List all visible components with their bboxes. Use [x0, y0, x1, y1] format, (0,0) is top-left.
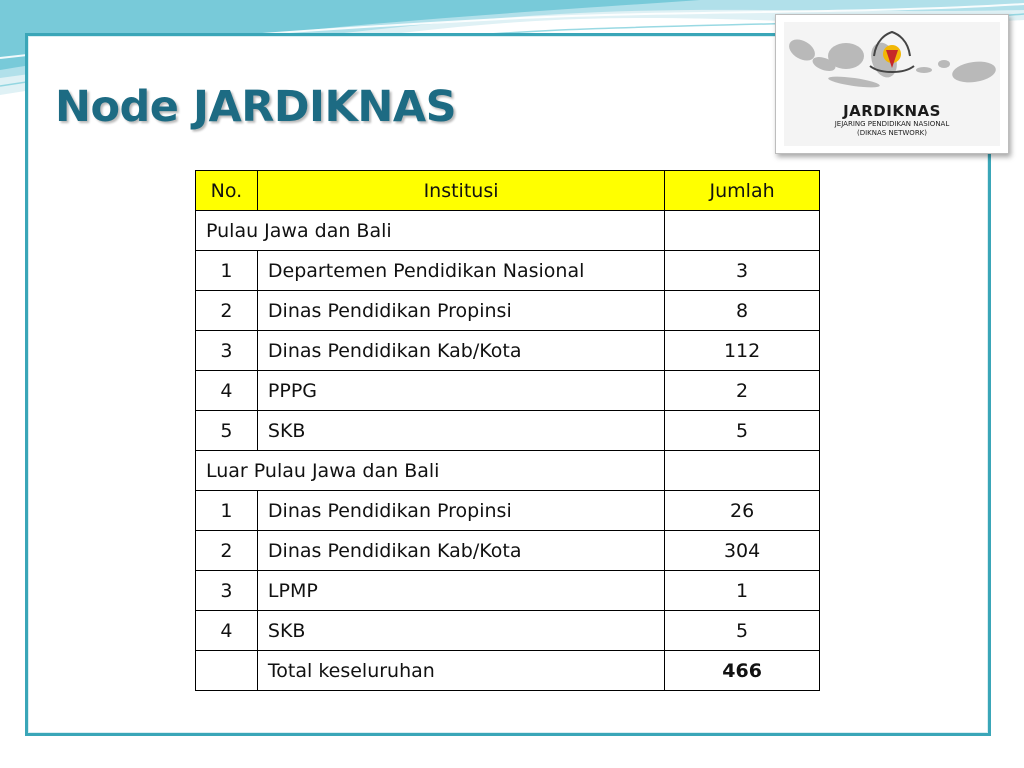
jardiknas-logo: [775, 14, 1009, 154]
table-row: [196, 611, 820, 651]
table-row: [196, 251, 820, 291]
cell-jumlah: 112: [665, 331, 820, 371]
cell-jumlah: 304: [665, 531, 820, 571]
cell-institusi: Departemen Pendidikan Nasional: [257, 251, 664, 291]
cell-no: 2: [196, 531, 258, 571]
table-header-row: [196, 171, 820, 211]
table-row: [196, 291, 820, 331]
logo-name: JARDIKNAS: [843, 102, 941, 120]
cell-jumlah: 1: [665, 571, 820, 611]
section-row: [196, 211, 820, 251]
logo-subtitle-line2: (DIKNAS NETWORK): [856, 129, 928, 137]
total-value: 466: [665, 651, 820, 691]
section-jumlah-empty: [665, 451, 820, 491]
section-jumlah-empty: [665, 211, 820, 251]
cell-institusi: Dinas Pendidikan Propinsi: [257, 491, 664, 531]
slide-title: Node JARDIKNAS: [55, 82, 457, 132]
total-no-empty: [196, 651, 258, 691]
cell-institusi: Dinas Pendidikan Propinsi: [257, 291, 664, 331]
institution-table: [195, 170, 820, 691]
cell-jumlah: 8: [665, 291, 820, 331]
cell-institusi: PPPG: [257, 371, 664, 411]
header-no: No.: [196, 171, 258, 211]
table-row: [196, 331, 820, 371]
section-label: Pulau Jawa dan Bali: [196, 211, 665, 251]
cell-jumlah: 5: [665, 611, 820, 651]
cell-no: 2: [196, 291, 258, 331]
table-row: [196, 531, 820, 571]
section-row: [196, 451, 820, 491]
cell-jumlah: 26: [665, 491, 820, 531]
total-row: [196, 651, 820, 691]
table-row: [196, 571, 820, 611]
cell-no: 3: [196, 331, 258, 371]
table-row: [196, 411, 820, 451]
header-institusi: Institusi: [257, 171, 664, 211]
cell-institusi: Dinas Pendidikan Kab/Kota: [257, 331, 664, 371]
cell-institusi: SKB: [257, 611, 664, 651]
logo-subtitle-line1: JEJARING PENDIDIKAN NASIONAL: [834, 120, 950, 128]
table-row: [196, 371, 820, 411]
cell-no: 5: [196, 411, 258, 451]
cell-institusi: SKB: [257, 411, 664, 451]
cell-no: 4: [196, 371, 258, 411]
table-row: [196, 491, 820, 531]
cell-institusi: LPMP: [257, 571, 664, 611]
cell-no: 4: [196, 611, 258, 651]
header-jumlah: Jumlah: [665, 171, 820, 211]
cell-no: 1: [196, 491, 258, 531]
cell-jumlah: 2: [665, 371, 820, 411]
total-label: Total keseluruhan: [257, 651, 664, 691]
cell-jumlah: 3: [665, 251, 820, 291]
cell-jumlah: 5: [665, 411, 820, 451]
section-label: Luar Pulau Jawa dan Bali: [196, 451, 665, 491]
logo-subtitle: [784, 120, 1000, 138]
cell-no: 3: [196, 571, 258, 611]
cell-institusi: Dinas Pendidikan Kab/Kota: [257, 531, 664, 571]
cell-no: 1: [196, 251, 258, 291]
